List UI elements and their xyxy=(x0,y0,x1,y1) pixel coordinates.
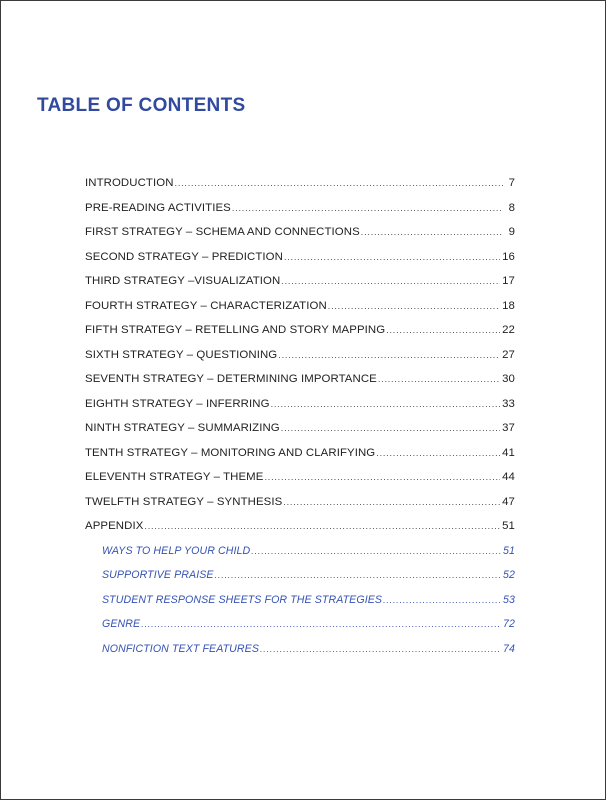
toc-entry-eleventh-strategy[interactable] xyxy=(85,471,515,496)
toc-subentry-page-number: 51 xyxy=(503,544,515,557)
dot-leader xyxy=(281,423,500,433)
toc-entry-label: APPENDIX xyxy=(85,520,144,532)
toc-subentry-label: WAYS TO HELP YOUR CHILD xyxy=(102,544,251,557)
toc-entry-seventh-strategy[interactable] xyxy=(85,373,515,398)
dot-leader xyxy=(271,399,501,409)
toc-entry-page-number: 17 xyxy=(502,275,515,287)
toc-entry-ninth-strategy[interactable] xyxy=(85,422,515,447)
toc-subentry-page-number: 52 xyxy=(503,569,515,581)
toc-entry-page-number: 33 xyxy=(502,397,515,410)
toc-entry-page-number: 22 xyxy=(502,324,515,336)
toc-entry-page-number: 27 xyxy=(502,348,515,361)
toc-entry-introduction[interactable] xyxy=(85,177,515,202)
toc-entry-page-number: 8 xyxy=(508,201,515,214)
toc-entry-third-strategy[interactable] xyxy=(85,275,515,300)
dot-leader xyxy=(264,472,500,482)
toc-entry-label: ELEVENTH STRATEGY – THEME xyxy=(85,471,264,483)
toc-subentry-label: STUDENT RESPONSE SHEETS FOR THE STRATEGIES xyxy=(102,593,383,606)
toc-entry-eighth-strategy[interactable] xyxy=(85,398,515,423)
toc-entry-twelfth-strategy[interactable] xyxy=(85,496,515,521)
toc-entry-page-number: 7 xyxy=(508,177,515,189)
dot-leader xyxy=(141,619,501,629)
dot-leader xyxy=(283,497,500,507)
toc-entry-page-number: 37 xyxy=(502,422,515,434)
toc-entry-label: SEVENTH STRATEGY – DETERMINING IMPORTANCE xyxy=(85,373,377,385)
dot-leader xyxy=(376,448,500,458)
toc-subentry-supportive-praise[interactable] xyxy=(85,569,515,594)
page-title: TABLE OF CONTENTS xyxy=(37,95,246,116)
dot-leader xyxy=(386,325,500,335)
toc-subentry-genre[interactable] xyxy=(85,618,515,643)
toc-entry-label: NINTH STRATEGY – SUMMARIZING xyxy=(85,422,280,434)
toc-entry-label: PRE-READING ACTIVITIES xyxy=(85,201,231,214)
toc-entry-tenth-strategy[interactable] xyxy=(85,447,515,472)
dot-leader xyxy=(361,227,503,237)
toc-subentry-nonfiction-text-features[interactable] xyxy=(85,643,515,668)
toc-entry-page-number: 41 xyxy=(502,446,515,459)
toc-subentry-page-number: 53 xyxy=(503,593,515,606)
toc-entry-page-number: 47 xyxy=(502,495,515,508)
table-of-contents xyxy=(85,177,515,667)
dot-leader xyxy=(144,521,500,531)
toc-subentry-label: GENRE xyxy=(102,618,141,630)
toc-entry-fifth-strategy[interactable] xyxy=(85,324,515,349)
dot-leader xyxy=(215,570,501,580)
toc-entry-pre-reading-activities[interactable] xyxy=(85,202,515,227)
toc-entry-page-number: 44 xyxy=(502,471,515,483)
dot-leader xyxy=(378,374,500,384)
toc-entry-label: FIFTH STRATEGY – RETELLING AND STORY MAPPING xyxy=(85,324,386,336)
toc-entry-label: TWELFTH STRATEGY – SYNTHESIS xyxy=(85,495,283,508)
dot-leader xyxy=(328,301,500,311)
toc-entry-first-strategy[interactable] xyxy=(85,226,515,251)
toc-subentry-ways-to-help-your-child[interactable] xyxy=(85,545,515,570)
toc-entry-page-number: 9 xyxy=(508,226,515,238)
toc-entry-label: FIRST STRATEGY – SCHEMA AND CONNECTIONS xyxy=(85,226,360,238)
toc-entry-appendix[interactable] xyxy=(85,520,515,545)
toc-entry-second-strategy[interactable] xyxy=(85,251,515,276)
dot-leader xyxy=(284,252,500,262)
toc-subentry-student-response-sheets[interactable] xyxy=(85,594,515,619)
dot-leader xyxy=(260,644,501,654)
toc-entry-page-number: 30 xyxy=(502,373,515,385)
toc-entry-page-number: 18 xyxy=(502,299,515,312)
toc-entry-label: SECOND STRATEGY – PREDICTION xyxy=(85,250,283,263)
toc-subentry-page-number: 72 xyxy=(503,618,515,630)
toc-entry-label: EIGHTH STRATEGY – INFERRING xyxy=(85,397,270,410)
toc-entry-label: TENTH STRATEGY – MONITORING AND CLARIFYING xyxy=(85,446,376,459)
dot-leader xyxy=(232,203,503,213)
toc-entry-fourth-strategy[interactable] xyxy=(85,300,515,325)
dot-leader xyxy=(383,595,501,605)
toc-subentry-label: SUPPORTIVE PRAISE xyxy=(102,569,214,581)
toc-entry-page-number: 16 xyxy=(502,250,515,263)
toc-entry-page-number: 51 xyxy=(502,520,515,532)
toc-entry-label: SIXTH STRATEGY – QUESTIONING xyxy=(85,348,278,361)
dot-leader xyxy=(278,350,500,360)
dot-leader xyxy=(251,546,501,556)
toc-entry-label: THIRD STRATEGY –VISUALIZATION xyxy=(85,275,281,287)
dot-leader xyxy=(281,276,500,286)
toc-subentry-page-number: 74 xyxy=(503,642,515,655)
toc-subentry-label: NONFICTION TEXT FEATURES xyxy=(102,642,259,655)
dot-leader xyxy=(175,178,503,188)
toc-entry-label: FOURTH STRATEGY – CHARACTERIZATION xyxy=(85,299,327,312)
toc-entry-sixth-strategy[interactable] xyxy=(85,349,515,374)
toc-entry-label: INTRODUCTION xyxy=(85,177,174,189)
